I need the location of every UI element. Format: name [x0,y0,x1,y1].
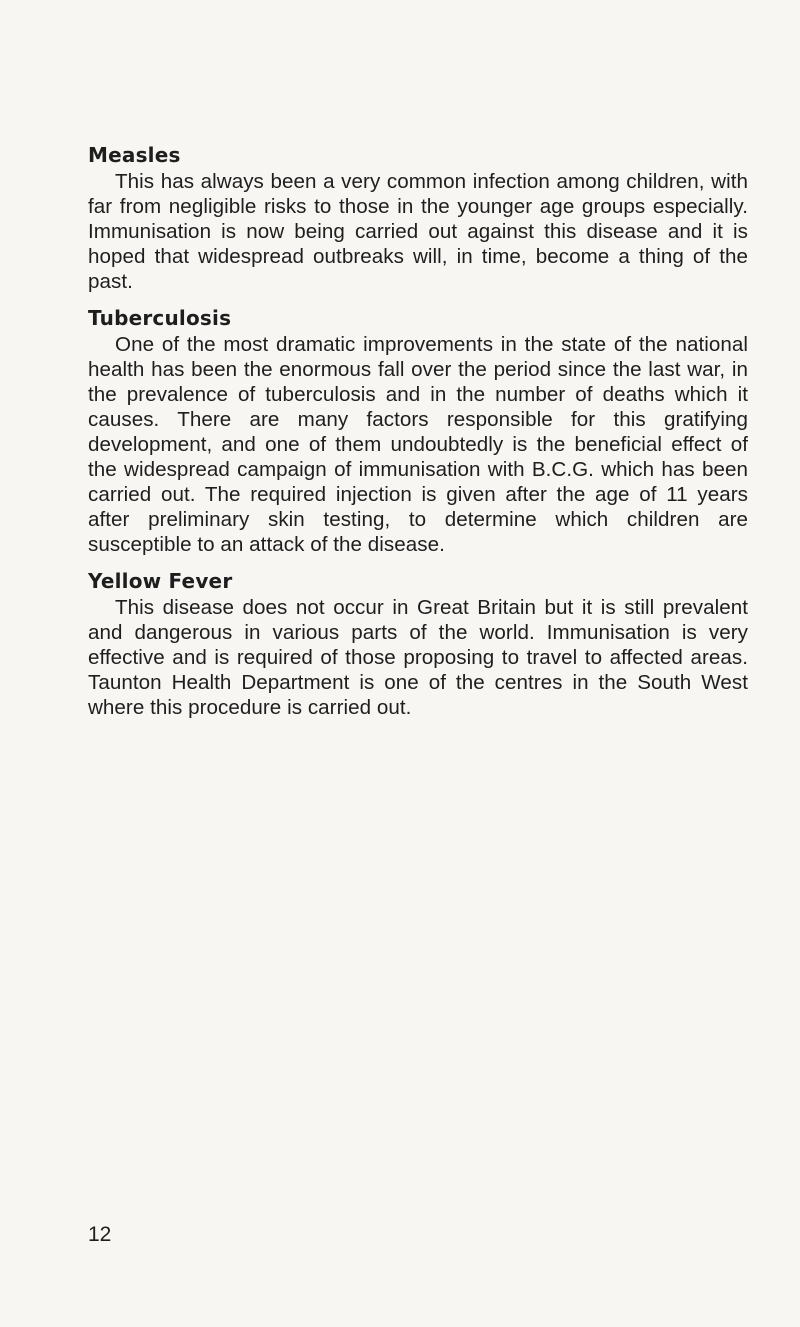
section-body: This disease does not occur in Great Britain but it is still prevalent and dangerous in various parts of the world. Immunisation is very effective and is required of those proposing to travel to affected areas. Taunton Health Department is one of the centres in the South West where this procedure is carried out. [88,596,748,719]
section-body: This has always been a very common infection among children, with far from negligible risks to those in the younger age groups especially. Immunisation is now being carried out against this disease and it is hoped that widespread outbreaks will, in time, become a thing of the past. [88,170,748,293]
section-measles [88,142,748,294]
section-heading: Yellow Fever [88,569,233,593]
page-number: 12 [88,1223,112,1246]
section-yellow-fever [88,568,748,720]
document-page [88,142,748,731]
section-heading: Measles [88,143,181,167]
section-tuberculosis [88,305,748,557]
section-body: One of the most dramatic improvements in the state of the national health has been the enormous fall over the period since the last war, in the prevalence of tuberculosis and in the number of deaths which it causes. There are many factors responsible for this gratifying development, and one of them undoubtedly is the beneficial effect of the widespread campaign of immunisation with B.C.G. which has been carried out. The required injection is given after the age of 11 years after preliminary skin testing, to determine which children are susceptible to an attack of the disease. [88,333,748,556]
section-heading: Tuberculosis [88,306,232,330]
